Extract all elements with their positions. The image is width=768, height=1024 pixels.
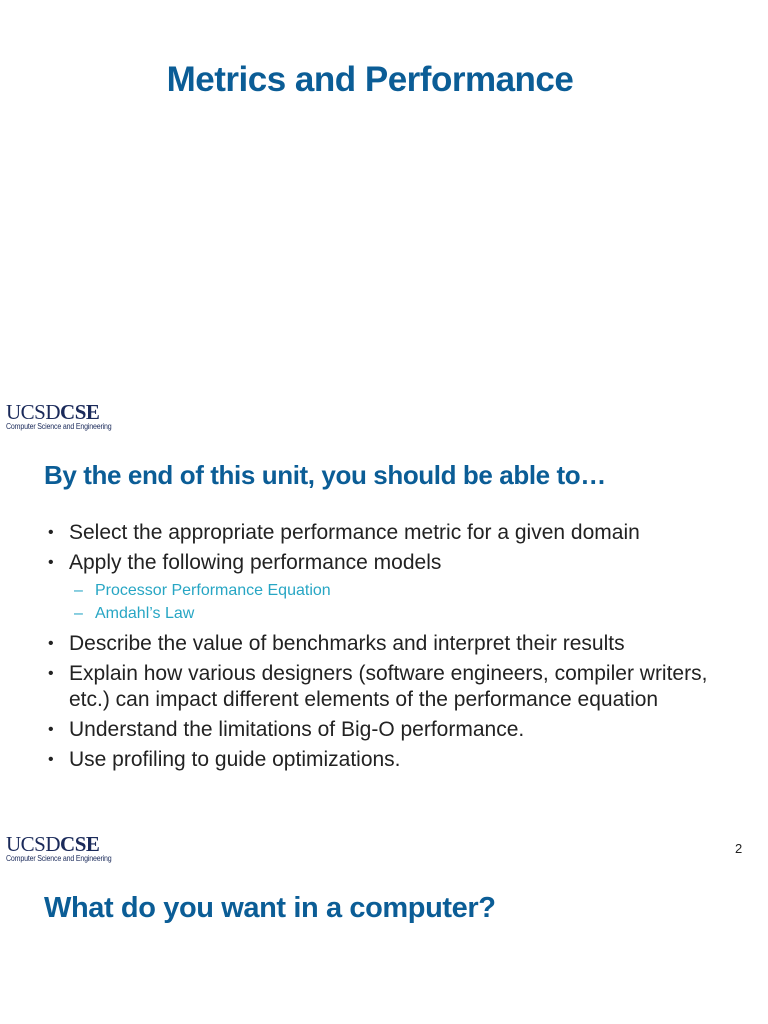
dash-glyph: – bbox=[74, 581, 83, 599]
performance-models-list bbox=[69, 579, 728, 625]
list-item bbox=[48, 661, 728, 714]
dash-glyph: – bbox=[74, 604, 83, 622]
objectives-heading: By the end of this unit, you should be able to… bbox=[44, 460, 606, 490]
logo-cse: CSE bbox=[60, 400, 100, 424]
list-item bbox=[48, 520, 728, 547]
bullet-glyph: • bbox=[48, 554, 54, 571]
bullet-text: Explain how various designers (software engineers, compiler writers, etc.) can impact different elements of the performance equation bbox=[69, 661, 708, 711]
sub-bullet-text: Processor Performance Equation bbox=[95, 581, 331, 599]
ucsd-cse-logo bbox=[6, 834, 126, 863]
bullet-glyph: • bbox=[48, 721, 54, 738]
bullet-text: Understand the limitations of Big-O performance. bbox=[69, 718, 525, 741]
logo-wordmark bbox=[6, 834, 126, 854]
sub-list-item bbox=[74, 602, 728, 625]
ucsd-cse-logo bbox=[6, 402, 126, 431]
question-heading: What do you want in a computer? bbox=[44, 892, 496, 924]
logo-subtitle: Computer Science and Engineering bbox=[6, 854, 112, 863]
bullet-glyph: • bbox=[48, 664, 54, 682]
list-item bbox=[48, 631, 728, 658]
logo-cse: CSE bbox=[60, 832, 100, 856]
bullet-glyph: • bbox=[48, 751, 54, 768]
list-item bbox=[48, 747, 728, 774]
bullet-text: Select the appropriate performance metric for a given domain bbox=[69, 521, 640, 544]
bullet-text: Apply the following performance models bbox=[69, 551, 442, 574]
slide-title: Metrics and Performance bbox=[166, 60, 574, 99]
logo-subtitle: Computer Science and Engineering bbox=[6, 422, 112, 431]
bullet-text: Describe the value of benchmarks and interpret their results bbox=[69, 631, 625, 655]
sub-bullet-text: Amdahl’s Law bbox=[95, 604, 195, 622]
bullet-glyph: • bbox=[48, 524, 54, 541]
bullet-text: Use profiling to guide optimizations. bbox=[69, 748, 401, 771]
list-item bbox=[48, 717, 728, 744]
list-item bbox=[48, 550, 728, 625]
logo-ucsd: UCSD bbox=[6, 832, 61, 856]
page-number: 2 bbox=[735, 841, 743, 856]
objectives-list bbox=[48, 520, 728, 777]
bullet-glyph: • bbox=[48, 634, 54, 652]
logo-ucsd: UCSD bbox=[6, 400, 61, 424]
sub-list-item bbox=[74, 579, 728, 602]
logo-wordmark bbox=[6, 402, 126, 422]
